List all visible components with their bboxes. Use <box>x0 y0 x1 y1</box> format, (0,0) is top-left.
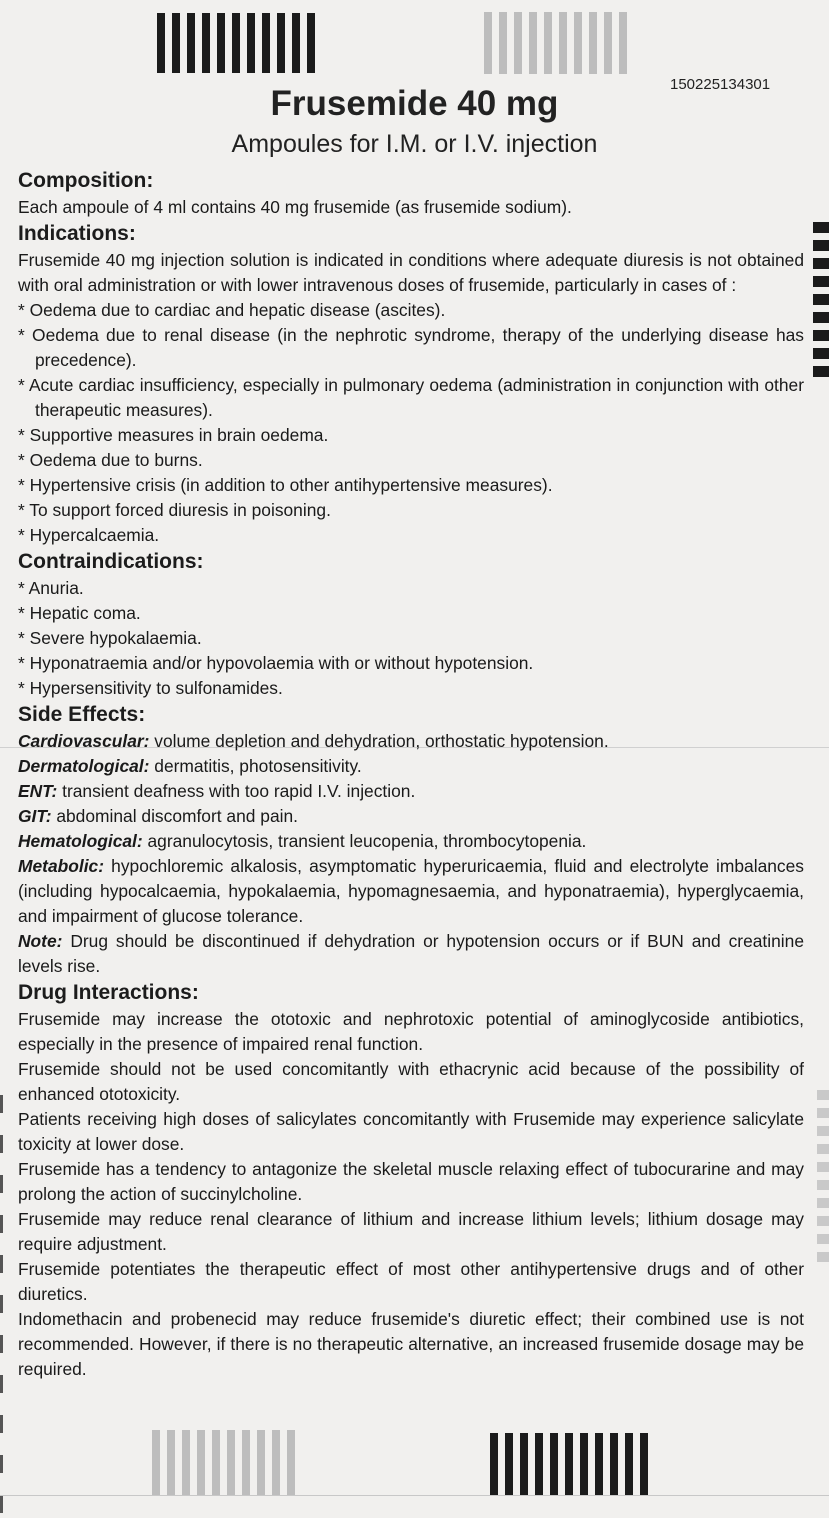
side-effect-label: Cardiovascular: <box>18 731 150 751</box>
side-effect-entry <box>18 804 804 829</box>
indication-item: * Hypertensive crisis (in addition to other antihypertensive measures). <box>18 475 553 495</box>
side-effect-text: abdominal discomfort and pain. <box>51 806 298 826</box>
note-entry <box>18 929 804 979</box>
product-subtitle: Ampoules for I.M. or I.V. injection <box>231 130 598 158</box>
side-effect-entry <box>18 829 804 854</box>
indication-item: * Oedema due to cardiac and hepatic disease (ascites). <box>18 300 446 320</box>
barcode-bottom <box>490 1433 648 1495</box>
composition-heading: Composition: <box>18 169 154 192</box>
interaction-paragraph: Patients receiving high doses of salicylates concomitantly with Frusemide may experience salicylate toxicity at lower dose. <box>18 1109 804 1154</box>
interaction-paragraph: Frusemide may increase the ototoxic and nephrotoxic potential of aminoglycoside antibiotics, especially in the presence of impaired renal function. <box>18 1009 804 1054</box>
leaflet-content <box>18 167 804 1382</box>
side-effect-text: agranulocytosis, transient leucopenia, thrombocytopenia. <box>142 831 587 851</box>
ghost-side-marks-right <box>817 1090 829 1262</box>
drug-interactions-heading: Drug Interactions: <box>18 981 199 1004</box>
side-effect-text: transient deafness with too rapid I.V. injection. <box>57 781 416 801</box>
interaction-paragraph: Frusemide may reduce renal clearance of lithium and increase lithium levels; lithium dosage may require adjustment. <box>18 1209 804 1254</box>
indications-section <box>18 220 804 548</box>
side-effects-section <box>18 701 804 979</box>
side-marks-right <box>813 222 829 377</box>
ghost-barcode-top <box>484 12 627 74</box>
side-effect-text: volume depletion and dehydration, orthostatic hypotension. <box>149 731 609 751</box>
side-effect-text: hypochloremic alkalosis, asymptomatic hyperuricaemia, fluid and electrolyte imbalances (including hypocalcaemia, hypokalaemia, hypomagnesaemia, and hyponatraemia), hyperglycaemia, and impairment of glucose tolerance. <box>18 856 804 926</box>
interaction-paragraph: Indomethacin and probenecid may reduce frusemide's diuretic effect; their combined use is not recommended. However, if there is no therapeutic alternative, an increased frusemide dosage may be required. <box>18 1309 804 1379</box>
indications-intro: Frusemide 40 mg injection solution is indicated in conditions where adequate diuresis is not obtained with oral administration or with lower intravenous doses of frusemide, particularly in cases of : <box>18 250 804 295</box>
indication-item: * Hypercalcaemia. <box>18 525 160 545</box>
indication-item: * Oedema due to renal disease (in the nephrotic syndrome, therapy of the underlying disease has precedence). <box>18 325 804 370</box>
side-effects-heading: Side Effects: <box>18 703 146 726</box>
contraindication-item: * Hyponatraemia and/or hypovolaemia with or without hypotension. <box>18 653 534 673</box>
contraindication-item: * Hypersensitivity to sulfonamides. <box>18 678 283 698</box>
fold-line-bottom <box>0 1495 829 1496</box>
interaction-paragraph: Frusemide has a tendency to antagonize the skeletal muscle relaxing effect of tubocurarine and may prolong the action of succinylcholine. <box>18 1159 804 1204</box>
indication-item: * To support forced diuresis in poisoning. <box>18 500 331 520</box>
contraindication-item: * Hepatic coma. <box>18 603 141 623</box>
contraindications-section <box>18 548 804 701</box>
interaction-paragraph: Frusemide should not be used concomitantly with ethacrynic acid because of the possibility of enhanced ototoxicity. <box>18 1059 804 1104</box>
composition-section <box>18 167 804 220</box>
note-text: Drug should be discontinued if dehydration or hypotension occurs or if BUN and creatinine levels rise. <box>18 931 804 976</box>
contraindication-item: * Anuria. <box>18 578 84 598</box>
side-effect-entry <box>18 854 804 929</box>
side-effect-entry <box>18 779 804 804</box>
indication-item: * Acute cardiac insufficiency, especially in pulmonary oedema (administration in conjunction with other therapeutic measures). <box>18 375 804 420</box>
indication-item: * Oedema due to burns. <box>18 450 203 470</box>
indications-heading: Indications: <box>18 222 136 245</box>
product-title: Frusemide 40 mg <box>270 84 559 123</box>
side-effect-label: ENT: <box>18 781 58 801</box>
drug-interactions-section <box>18 979 804 1382</box>
side-effect-entry <box>18 729 804 754</box>
ghost-barcode-bottom <box>152 1430 295 1495</box>
contraindication-item: * Severe hypokalaemia. <box>18 628 202 648</box>
contraindications-heading: Contraindications: <box>18 550 204 573</box>
side-effect-label: Metabolic: <box>18 856 104 876</box>
interaction-paragraph: Frusemide potentiates the therapeutic effect of most other antihypertensive drugs and of other diuretics. <box>18 1259 804 1304</box>
side-marks-left <box>0 1095 3 1518</box>
note-label: Note: <box>18 931 63 951</box>
batch-code: 150225134301 <box>670 76 771 93</box>
side-effect-label: GIT: <box>18 806 52 826</box>
composition-text: Each ampoule of 4 ml contains 40 mg frusemide (as frusemide sodium). <box>18 197 572 217</box>
side-effect-label: Dermatological: <box>18 756 150 776</box>
side-effect-entry <box>18 754 804 779</box>
side-effect-text: dermatitis, photosensitivity. <box>149 756 362 776</box>
barcode-top <box>157 13 315 73</box>
side-effect-label: Hematological: <box>18 831 143 851</box>
indication-item: * Supportive measures in brain oedema. <box>18 425 329 445</box>
